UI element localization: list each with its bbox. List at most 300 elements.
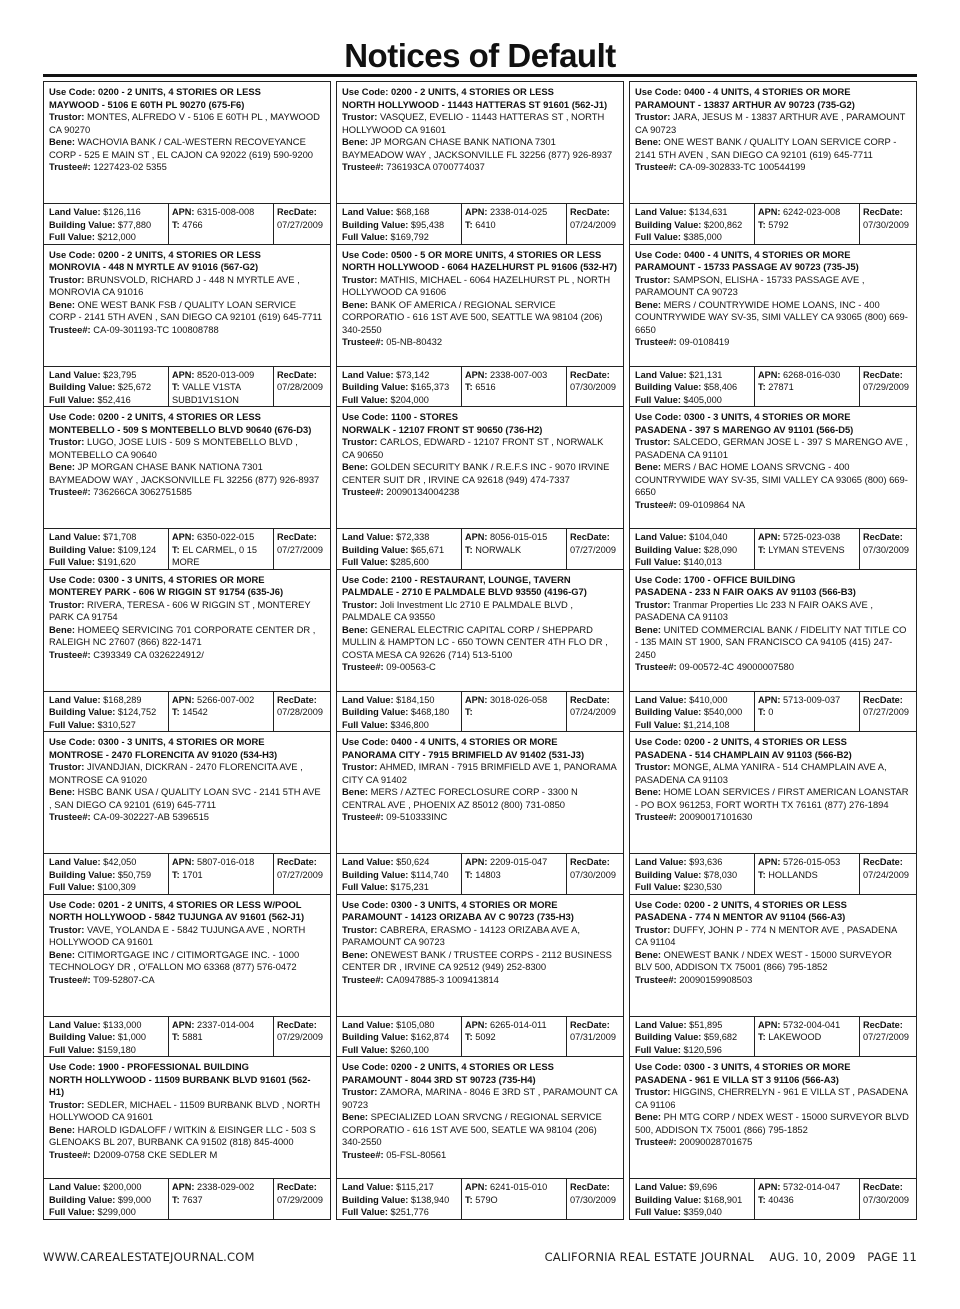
notice-details <box>630 895 916 1016</box>
trustee-line <box>342 336 618 349</box>
trustee-number-label: Trustee#: <box>342 661 384 672</box>
trustor-line <box>49 1099 325 1124</box>
recdate-block <box>860 1017 916 1057</box>
recdate-value: 07/30/2009 <box>863 219 909 230</box>
recdate-block <box>860 692 916 732</box>
apn-value: 2209-015-047 <box>490 857 548 867</box>
recdate-block <box>860 1179 916 1219</box>
trustee-number-value: 20090028701675 <box>679 1136 753 1147</box>
building-value-label: Building Value: <box>635 1194 702 1205</box>
trustor-label: Trustor: <box>342 761 378 772</box>
notices-grid <box>43 81 917 1229</box>
trustee-line <box>342 811 618 824</box>
apn-value: 5266-007-002 <box>197 694 255 705</box>
use-code-line <box>49 1061 325 1074</box>
building-value-label: Building Value: <box>635 544 702 555</box>
trustor-line <box>635 1086 911 1111</box>
full-value-value: $191,620 <box>97 557 136 567</box>
trustee-number-label: Trustee#: <box>49 1148 91 1160</box>
use-code-line <box>49 574 325 587</box>
building-value-line <box>342 1194 458 1207</box>
land-value-label: Land Value: <box>342 1019 394 1030</box>
full-value-line <box>635 881 751 894</box>
property-address: NORWALK - 12107 FRONT ST 90650 (736-H2) <box>342 423 543 435</box>
property-address: PASADENA - 233 N FAIR OAKS AV 91103 (566-B3) <box>635 586 856 597</box>
trustee-line <box>635 1136 911 1149</box>
beneficiary-value: WACHOVIA BANK / CAL-WESTERN RECOVEYANCE CORP - 525 E MAIN ST , EL CAJON CA 92022 (619) 590-9200 <box>49 136 314 160</box>
full-value-line <box>342 394 458 407</box>
valuation-row <box>44 853 330 894</box>
tract-value: 5092 <box>475 1032 496 1042</box>
notice-column <box>629 81 917 1229</box>
use-code-label: Use Code: <box>635 86 682 97</box>
tract-value: EL CARMEL, 0 15 MORE <box>172 544 257 567</box>
apn-block <box>462 692 567 732</box>
full-value-label: Full Value: <box>49 557 95 567</box>
trustee-number-label: Trustee#: <box>49 648 91 660</box>
recdate-block <box>274 1017 330 1057</box>
trustor-value: CABRERA, ERASMO - 14123 ORIZABA AVE A, PARAMOUNT CA 90723 <box>342 923 580 947</box>
land-value-label: Land Value: <box>635 857 687 867</box>
trustee-number-value: 09-00572-4C 49000007580 <box>679 661 794 672</box>
valuation-row <box>44 1016 330 1057</box>
trustor-label: Trustor: <box>49 436 85 447</box>
trustee-number-label: Trustee#: <box>49 811 91 822</box>
recdate-block <box>860 204 916 244</box>
trustee-number-value: CA-09-301193-TC 100808788 <box>93 323 219 335</box>
full-value-line <box>49 1044 165 1057</box>
notice-card <box>336 1056 624 1220</box>
property-address: NORTH HOLLYWOOD - 6064 HAZELHURST PL 91606 (532-H7) <box>342 261 618 272</box>
building-value-value: $25,672 <box>117 382 152 392</box>
apn-label: APN: <box>172 532 195 542</box>
land-value-line <box>342 694 458 707</box>
apn-block <box>462 1179 567 1219</box>
use-code-line <box>49 86 325 99</box>
use-code-label: Use Code: <box>342 86 389 97</box>
full-value-label: Full Value: <box>49 1044 95 1055</box>
property-address: MONROVIA - 448 N MYRTLE AV 91016 (567-G2) <box>49 261 259 272</box>
trustor-value: VASQUEZ, EVELIO - 11443 HATTERAS ST , NORTH HOLLYWOOD CA 91601 <box>342 111 605 135</box>
trustee-number-value: 05-FSL-80561 <box>386 1148 447 1160</box>
recdate-label: RecDate: <box>570 857 610 867</box>
use-code-label: Use Code: <box>49 736 96 747</box>
tract-line <box>758 1194 856 1207</box>
value-block <box>337 204 462 244</box>
use-code-value: 1100 - STORES <box>390 411 459 422</box>
land-value-label: Land Value: <box>342 1182 394 1192</box>
beneficiary-value: JP MORGAN CHASE BANK NATIONA 7301 BAYMEADOW WAY , JACKSONVILLE FL 32256 (877) 926-8937 <box>49 461 320 485</box>
trustor-label: Trustor: <box>342 1086 378 1097</box>
notice-card <box>629 569 917 733</box>
building-value-value: $540,000 <box>703 707 743 717</box>
beneficiary-label: Bene: <box>342 786 369 797</box>
trustee-number-value: 1227423-02 5355 <box>93 161 167 172</box>
apn-value: 8520-013-009 <box>197 369 255 380</box>
notice-details <box>44 245 330 366</box>
beneficiary-line <box>342 624 618 662</box>
value-block <box>44 854 169 894</box>
trustee-number-value: 20090134004238 <box>386 486 460 497</box>
trustee-number-value: D2009-0758 CKE SEDLER M <box>93 1148 218 1160</box>
full-value-label: Full Value: <box>635 1207 681 1217</box>
use-code-value: 0300 - 3 UNITS, 4 STORIES OR MORE <box>683 411 851 422</box>
value-block <box>44 367 169 407</box>
property-address: PASADENA - 397 S MARENGO AV 91101 (566-D5) <box>635 423 854 435</box>
recdate-value: 07/27/2009 <box>570 544 616 555</box>
full-value-label: Full Value: <box>49 882 95 892</box>
building-value-line <box>635 1031 751 1044</box>
trustee-line <box>49 1149 325 1162</box>
trustee-number-value: CA0947885-3 1009413814 <box>386 973 499 985</box>
notice-details <box>337 245 623 366</box>
trustor-line <box>342 436 618 461</box>
use-code-line <box>635 86 911 99</box>
trustor-label: Trustor: <box>49 761 85 772</box>
tract-line <box>172 381 270 406</box>
recdate-label: RecDate: <box>863 1182 903 1192</box>
use-code-line <box>49 411 325 424</box>
beneficiary-value: HOME LOAN SERVICES / FIRST AMERICAN LOANSTAR - PO BOX 961253, FORT WORTH TX 76161 (877) 276-1894 <box>635 786 909 810</box>
use-code-line <box>635 899 911 912</box>
value-block <box>630 1017 755 1057</box>
trustor-label: Trustor: <box>49 923 85 935</box>
apn-value: 6241-015-010 <box>490 1182 548 1192</box>
apn-value: 6315-008-008 <box>197 207 255 217</box>
trustor-value: DUFFY, JOHN P - 774 N MENTOR AVE , PASADENA CA 91104 <box>635 923 897 947</box>
recdate-label: RecDate: <box>277 532 317 542</box>
building-value-line <box>342 869 458 882</box>
trustee-number-label: Trustee#: <box>49 973 91 985</box>
property-address: MONTROSE - 2470 FLORENCITA AV 91020 (534-H3) <box>49 748 278 760</box>
notice-card <box>629 406 917 570</box>
trustor-value: BRUNSVOLD, RICHARD J - 448 N MYRTLE AVE , MONROVIA CA 91016 <box>49 273 300 297</box>
building-value-label: Building Value: <box>635 869 702 880</box>
building-value-line <box>49 1031 165 1044</box>
apn-label: APN: <box>172 1182 195 1192</box>
apn-block <box>462 529 567 569</box>
notice-details <box>337 407 623 528</box>
apn-value: 2338-029-002 <box>197 1182 255 1192</box>
apn-block <box>755 692 860 732</box>
trustor-value: SAMPSON, ELISHA - 15733 PASSAGE AVE , PARAMOUNT CA 90723 <box>635 273 865 297</box>
notice-card <box>629 731 917 895</box>
notice-details <box>44 1057 330 1178</box>
apn-label: APN: <box>465 694 488 705</box>
full-value-value: $299,000 <box>97 1207 136 1217</box>
building-value-line <box>342 706 458 719</box>
building-value-label: Building Value: <box>49 869 116 880</box>
building-value-label: Building Value: <box>342 869 409 880</box>
building-value-label: Building Value: <box>342 544 409 555</box>
tract-value: 6516 <box>475 382 496 392</box>
use-code-line <box>635 736 911 749</box>
apn-value: 5725-023-038 <box>783 532 841 542</box>
tract-label: T: <box>465 1032 473 1042</box>
building-value-value: $138,940 <box>410 1194 450 1205</box>
value-block <box>337 692 462 732</box>
trustee-number-value: 09-0109864 NA <box>679 498 745 510</box>
building-value-value: $165,373 <box>410 382 450 392</box>
recdate-value: 07/28/2009 <box>277 707 323 717</box>
building-value-line <box>342 1031 458 1044</box>
full-value-line <box>635 1044 751 1057</box>
building-value-line <box>49 544 165 557</box>
use-code-label: Use Code: <box>635 898 682 910</box>
recdate-label: RecDate: <box>863 857 903 867</box>
tract-value: VALLE V1STA SUBD1V1S1ON <box>172 382 241 405</box>
land-value-line <box>342 531 458 544</box>
recdate-label: RecDate: <box>277 1019 317 1030</box>
trustor-value: MATHIS, MICHAEL - 6064 HAZELHURST PL , NORTH HOLLYWOOD CA 91606 <box>342 273 611 297</box>
beneficiary-line <box>49 786 325 811</box>
trustee-line <box>635 974 911 987</box>
tract-line <box>465 1194 563 1207</box>
trustor-line <box>49 274 325 299</box>
land-value-label: Land Value: <box>635 1182 687 1192</box>
apn-value: 6350-022-015 <box>197 532 255 542</box>
apn-block <box>462 854 567 894</box>
tract-label: T: <box>758 1032 766 1042</box>
building-value-line <box>635 219 751 232</box>
apn-block <box>462 367 567 407</box>
tract-label: T: <box>465 869 473 880</box>
use-code-label: Use Code: <box>49 411 96 422</box>
beneficiary-label: Bene: <box>49 623 76 635</box>
notice-details <box>630 570 916 691</box>
tract-value: 579O <box>475 1194 498 1205</box>
land-value-line <box>342 856 458 869</box>
footer-publication-info: CALIFORNIA REAL ESTATE JOURNAL AUG. 10, 2009 PAGE 11 <box>544 1250 917 1264</box>
trustee-number-label: Trustee#: <box>342 486 384 497</box>
full-value-label: Full Value: <box>49 1207 95 1217</box>
full-value-value: $310,527 <box>97 719 136 730</box>
trustor-value: SEDLER, MICHAEL - 11509 BURBANK BLVD , NORTH HOLLYWOOD CA 91601 <box>49 1098 321 1122</box>
land-value-line <box>635 856 751 869</box>
full-value-label: Full Value: <box>635 719 681 730</box>
beneficiary-line <box>635 136 911 161</box>
full-value-value: $212,000 <box>97 232 136 242</box>
beneficiary-line <box>49 461 325 486</box>
building-value-label: Building Value: <box>635 1032 702 1042</box>
beneficiary-value: ONEWEST BANK / TRUSTEE CORPS - 2112 BUSINESS CENTER DR , IRVINE CA 92512 (949) 252-8300 <box>342 948 612 972</box>
apn-block <box>755 1017 860 1057</box>
building-value-label: Building Value: <box>635 219 702 230</box>
beneficiary-value: GENERAL ELECTRIC CAPITAL CORP / SHEPPARD MULLIN & HAMPTON LC - 650 TOWN CENTER 4TH FLO DR , COSTA MESA CA 92626 (714) 513-5100 <box>342 623 608 660</box>
value-block <box>337 854 462 894</box>
property-address: NORTH HOLLYWOOD - 11443 HATTERAS ST 91601 (562-J1) <box>342 98 608 110</box>
use-code-value: 0200 - 2 UNITS, 4 STORIES OR LESS <box>683 898 847 910</box>
trustor-label: Trustor: <box>635 273 671 285</box>
value-block <box>630 204 755 244</box>
trustee-number-label: Trustee#: <box>635 161 677 172</box>
beneficiary-label: Bene: <box>342 623 369 635</box>
building-value-value: $77,880 <box>117 219 152 230</box>
land-value-value: $104,040 <box>689 532 728 542</box>
apn-line <box>465 856 563 869</box>
trustor-line <box>635 274 911 299</box>
beneficiary-line <box>49 949 325 974</box>
beneficiary-value: ONE WEST BANK FSB / QUALITY LOAN SERVICE CORP - 2141 5TH AVEN , SAN DIEGO CA 92101 (619) 645-7711 <box>49 298 323 322</box>
trustor-label: Trustor: <box>635 761 671 772</box>
beneficiary-line <box>635 1111 911 1136</box>
value-block <box>337 367 462 407</box>
tract-value: 7637 <box>182 1194 203 1205</box>
beneficiary-label: Bene: <box>342 298 369 310</box>
beneficiary-line <box>342 1111 618 1149</box>
trustor-line <box>635 761 911 786</box>
land-value-value: $21,131 <box>689 369 723 380</box>
beneficiary-value: HOMEEQ SERVICING 701 CORPORATE CENTER DR , RALEIGH NC 27607 (866) 822-1471 <box>49 623 316 647</box>
trustee-number-value: 20090159908503 <box>679 973 753 985</box>
trustee-number-label: Trustee#: <box>635 1136 677 1147</box>
footer-website[interactable]: WWW.CAREALESTATEJOURNAL.COM <box>43 1250 255 1264</box>
beneficiary-value: ONE WEST BANK / QUALITY LOAN SERVICE CORP - 2141 5TH AVEN , SAN DIEGO CA 92101 (619) 645-7711 <box>635 136 897 160</box>
value-block <box>337 1017 462 1057</box>
land-value-label: Land Value: <box>635 1019 687 1030</box>
tract-label: T: <box>172 1194 180 1205</box>
trustee-number-value: 05-NB-80432 <box>386 336 443 347</box>
land-value-label: Land Value: <box>49 857 101 867</box>
trustor-label: Trustor: <box>635 598 671 610</box>
apn-value: 6268-016-030 <box>783 369 841 380</box>
trustor-line <box>342 761 618 786</box>
use-code-label: Use Code: <box>49 248 96 260</box>
use-code-value: 0300 - 3 UNITS, 4 STORIES OR MORE <box>97 573 265 585</box>
property-address: MONTEBELLO - 509 S MONTEBELLO BLVD 90640 (676-D3) <box>49 423 312 435</box>
recdate-value: 07/31/2009 <box>570 1032 616 1042</box>
apn-label: APN: <box>172 857 195 867</box>
recdate-value: 07/30/2009 <box>570 382 616 392</box>
apn-line <box>465 1019 563 1032</box>
apn-block <box>462 204 567 244</box>
apn-label: APN: <box>758 857 781 867</box>
recdate-value: 07/30/2009 <box>863 544 909 555</box>
apn-value: 2338-014-025 <box>490 207 548 217</box>
full-value-value: $169,792 <box>390 232 429 242</box>
full-value-line <box>49 719 165 732</box>
notice-details <box>337 895 623 1016</box>
trustee-line <box>49 161 325 174</box>
land-value-line <box>49 369 165 382</box>
tract-value: 14803 <box>475 869 501 880</box>
apn-block <box>755 529 860 569</box>
use-code-value: 0500 - 5 OR MORE UNITS, 4 STORIES OR LESS <box>390 248 602 260</box>
beneficiary-label: Bene: <box>49 298 76 310</box>
trustor-line <box>635 599 911 624</box>
trustee-line <box>49 974 325 987</box>
land-value-label: Land Value: <box>635 369 687 380</box>
land-value-label: Land Value: <box>342 207 394 217</box>
trustor-value: AHMED, IMRAN - 7915 BRIMFIELD AVE 1, PANORAMA CITY CA 91402 <box>342 761 617 785</box>
tract-line <box>172 219 270 232</box>
full-value-value: $251,776 <box>390 1207 429 1217</box>
land-value-label: Land Value: <box>49 369 101 380</box>
tract-label: T: <box>465 707 473 717</box>
trustor-label: Trustor: <box>49 111 85 122</box>
tract-label: T: <box>465 382 473 392</box>
recdate-value: 07/27/2009 <box>863 707 909 717</box>
apn-line <box>465 694 563 707</box>
full-value-label: Full Value: <box>342 232 388 242</box>
trustee-number-value: T09-52807-CA <box>93 973 155 985</box>
recdate-label: RecDate: <box>863 207 903 217</box>
trustee-line <box>49 811 325 824</box>
building-value-label: Building Value: <box>49 219 116 230</box>
tract-value: 4766 <box>182 219 203 230</box>
full-value-line <box>635 556 751 569</box>
land-value-line <box>342 1181 458 1194</box>
beneficiary-label: Bene: <box>635 461 662 472</box>
use-code-value: 0400 - 4 UNITS, 4 STORIES OR MORE <box>390 736 558 747</box>
recdate-label: RecDate: <box>863 694 903 705</box>
full-value-value: $52,416 <box>97 394 131 405</box>
full-value-label: Full Value: <box>635 882 681 892</box>
beneficiary-line <box>635 624 911 662</box>
land-value-value: $9,696 <box>689 1182 718 1192</box>
recdate-value: 07/29/2009 <box>863 382 909 392</box>
trustee-number-value: 09-00563-C <box>386 661 436 672</box>
tract-value: LYMAN STEVENS <box>768 544 845 555</box>
property-address: NORTH HOLLYWOOD - 5842 TUJUNGA AV 91601 (562-J1) <box>49 911 305 922</box>
tract-value: 1701 <box>182 869 203 880</box>
tract-label: T: <box>172 869 180 880</box>
building-value-value: $468,180 <box>410 707 450 717</box>
full-value-value: $120,596 <box>683 1044 722 1055</box>
recdate-block <box>274 1179 330 1219</box>
recdate-block <box>274 367 330 407</box>
land-value-value: $73,142 <box>396 369 430 380</box>
recdate-block <box>567 1017 623 1057</box>
trustee-line <box>49 486 325 499</box>
apn-label: APN: <box>465 1182 488 1192</box>
valuation-row <box>337 1016 623 1057</box>
apn-block <box>462 1017 567 1057</box>
trustee-number-label: Trustee#: <box>635 336 677 347</box>
land-value-line <box>49 856 165 869</box>
apn-block <box>169 1179 274 1219</box>
apn-value: 5732-004-041 <box>783 1019 841 1030</box>
notice-details <box>337 570 623 691</box>
land-value-value: $51,895 <box>689 1019 723 1030</box>
recdate-label: RecDate: <box>570 532 610 542</box>
trustee-number-label: Trustee#: <box>49 486 91 497</box>
trustor-line <box>635 436 911 461</box>
building-value-line <box>49 706 165 719</box>
recdate-value: 07/30/2009 <box>570 1194 616 1205</box>
notice-details <box>44 82 330 203</box>
building-value-value: $162,874 <box>410 1032 450 1042</box>
tract-label: T: <box>172 382 180 392</box>
building-value-label: Building Value: <box>342 219 409 230</box>
full-value-label: Full Value: <box>342 882 388 892</box>
beneficiary-line <box>635 461 911 499</box>
use-code-value: 0200 - 2 UNITS, 4 STORIES OR LESS <box>97 248 261 260</box>
recdate-label: RecDate: <box>863 1019 903 1030</box>
tract-line <box>172 1031 270 1044</box>
trustee-number-value: 20090017101630 <box>679 811 753 822</box>
apn-block <box>169 692 274 732</box>
apn-label: APN: <box>758 369 781 380</box>
use-code-label: Use Code: <box>635 248 682 260</box>
land-value-line <box>635 1181 751 1194</box>
use-code-label: Use Code: <box>342 736 389 747</box>
land-value-label: Land Value: <box>49 1182 101 1192</box>
valuation-row <box>337 691 623 732</box>
full-value-line <box>635 719 751 732</box>
tract-line <box>465 544 563 557</box>
trustor-label: Trustor: <box>635 111 671 122</box>
